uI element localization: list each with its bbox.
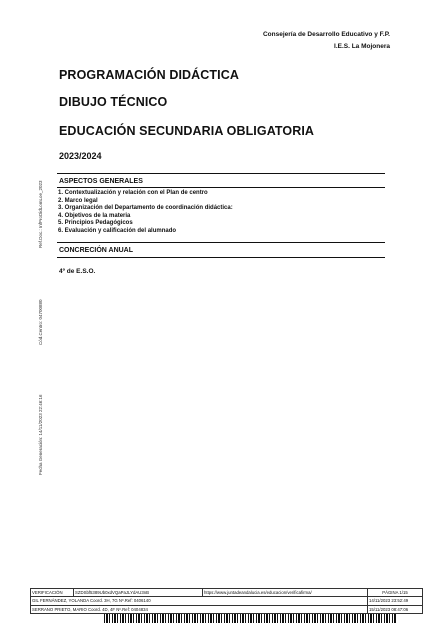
table-row	[31, 597, 423, 605]
list-item: 3. Organización del Departamento de coordinación didáctica:	[58, 205, 233, 212]
verification-table	[30, 588, 423, 614]
signature-date: 15/11/2023 08:47:06	[368, 605, 423, 613]
contents-list	[58, 190, 233, 236]
barcode-image	[104, 614, 396, 623]
org-line-2: I.E.S. La Mojonera	[334, 43, 390, 50]
side-centre-code: Cód.Centro: 04700880	[38, 299, 43, 345]
signer-name: GIL FERNÁNDEZ, YOLANDA Coord. 3H, 7G Nº.Ref: 0406140	[31, 597, 368, 605]
divider	[57, 173, 385, 174]
table-row	[31, 589, 423, 597]
org-line-1: Consejería de Desarrollo Educativo y F.P.	[262, 31, 390, 38]
divider	[57, 187, 385, 188]
school-year: 2023/2024	[59, 151, 102, 161]
list-item: 5. Principios Pedagógicos	[58, 220, 133, 227]
signature-date: 14/11/2023 23:52:49	[368, 597, 423, 605]
verification-label: VERIFICACIÓN	[31, 589, 74, 597]
doc-title: PROGRAMACIÓN DIDÁCTICA	[59, 68, 239, 82]
side-generation-date: Fecha Generación: 14/11/2023 22:46:16	[38, 394, 43, 475]
verification-url[interactable]: https://www.juntadeandalucia.es/educacion/verificafirma/	[203, 589, 368, 597]
list-item: 6. Evaluación y calificación del alumnado	[58, 227, 177, 234]
list-item: 4. Objetivos de la materia	[58, 212, 131, 219]
verification-code: SZDSbf5389Ub0xdVQaPaJLYdAU3nB	[74, 589, 203, 597]
table-row	[31, 605, 423, 613]
side-ref-doc: Ref.Doc.: InfProDidLomLoe_2023	[38, 180, 43, 248]
divider	[57, 242, 385, 243]
divider	[57, 257, 385, 258]
list-item: 2. Marco legal	[58, 197, 98, 204]
subject-title: DIBUJO TÉCNICO	[59, 95, 168, 109]
signer-name: SERRANO PRIETO, MARIO Coord. 4D, 4F Nº.Ref: 0404834	[31, 605, 368, 613]
course-level: 4º de E.S.O.	[59, 268, 96, 275]
section-heading-general: ASPECTOS GENERALES	[59, 178, 143, 185]
page-number: PÁGINA 1/15	[368, 589, 423, 597]
header-organization	[263, 29, 390, 53]
list-item: 1. Contextualización y relación con el Plan de centro	[58, 190, 208, 196]
stage-title: EDUCACIÓN SECUNDARIA OBLIGATORIA	[59, 124, 315, 138]
section-heading-concrecion: CONCRECIÓN ANUAL	[59, 247, 134, 254]
